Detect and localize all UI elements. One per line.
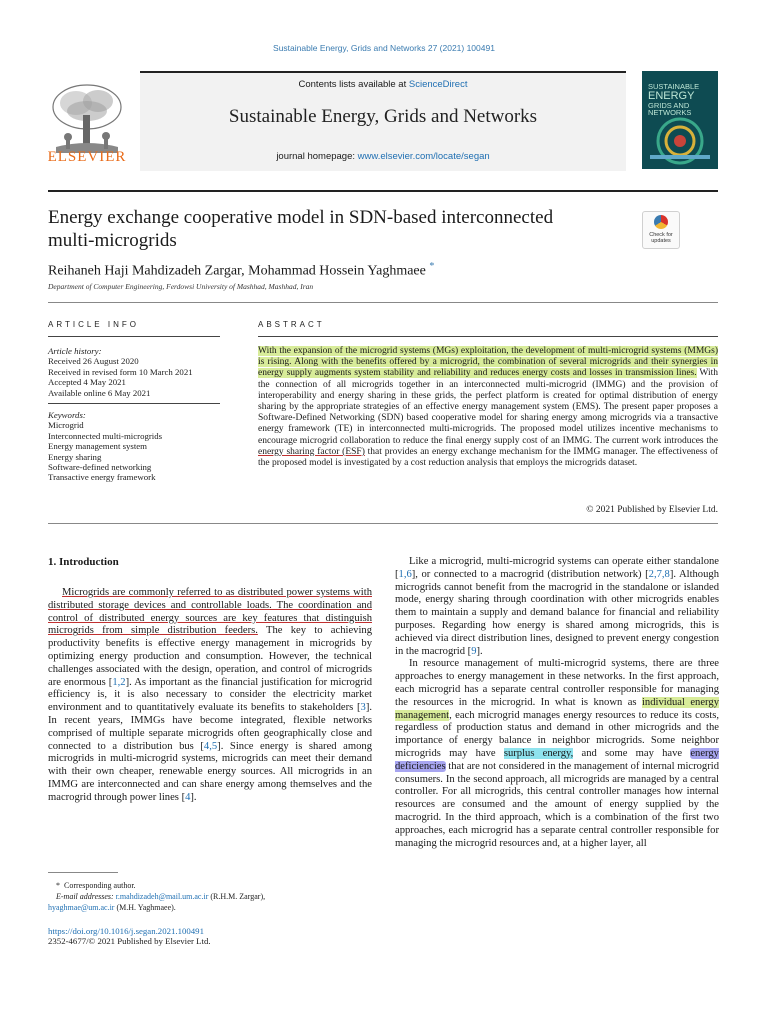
history-item: Received 26 August 2020 — [48, 356, 139, 367]
article-title-line: multi-microgrids — [48, 230, 177, 251]
check-for-updates-button[interactable] — [642, 211, 680, 249]
highlight-individual-energy-management[interactable]: individual energy management — [395, 696, 719, 721]
history-item: Received in revised form 10 March 2021 — [48, 366, 193, 377]
doi-block — [48, 926, 211, 947]
cover-line: GRIDS AND — [648, 100, 690, 110]
highlight-abstract-intro[interactable]: With the expansion of the microgrid systems (MGs) exploitation, the development of multi-microgrid systems (MMGs) is rising. Along with the benefits offered by a microgrid, the combination of several microgrids and their synergies in energy supply augments system stability and reliability and reduces energy costs and losses in transmission lines. — [258, 346, 718, 379]
email-label: E-mail addresses: — [56, 892, 114, 901]
article-info-heading: ARTICLE INFO — [48, 320, 139, 329]
issn-line: 2352-4677/© 2021 Published by Elsevier Ltd. — [48, 936, 211, 947]
keyword-item: Transactive energy framework — [48, 472, 156, 483]
paragraph-text: and some may have — [573, 747, 691, 759]
keywords — [48, 410, 228, 483]
footnote-email-2 — [48, 902, 372, 913]
email-link-zargar[interactable]: r.mahdizadeh@mail.um.ac.ir — [115, 892, 209, 901]
journal-homepage-link[interactable]: www.elsevier.com/locate/segan — [357, 151, 490, 162]
paragraph-text: In resource management of multi-microgrid systems, there are three approaches to energy management in these networks. In the first approach, each microgrid has a separate central controller responsible for managing the resources in the microgrid. In what is known as — [395, 658, 719, 708]
introduction-heading: 1. Introduction — [48, 556, 119, 568]
paragraph-text: ]. In recent years, IMMGs have become integrated, flexible networks comprised of multiple separate microgrids often geographically close and connected to a distribution bus [ — [48, 702, 372, 752]
doi-link[interactable]: https://doi.org/10.1016/j.segan.2021.100491 — [48, 926, 204, 936]
citation-link[interactable]: 1,2 — [112, 676, 126, 688]
history-label: Article history: — [48, 346, 102, 356]
paragraph-text: The key to achieving productivity benefits is effective energy management in microgrids by optimizing energy production and consumption. However, the technical challenges associated with the design, operation, and control of microgrids are enormous [ — [48, 625, 372, 688]
paragraph-text: that are not considered in the management of internal microgrid consumers. In the second approach, all microgrids are managed by a central controller. For all microgrids, this central controller manages how internal resources are consumed and the amount of energy supplied by the macrogrid. In the third approach, which is a combination of the first two approaches, each microgrid has a separate central controller responsible for managing the microgrid resources and, at a higher layer, all — [395, 760, 719, 849]
journal-cover-image[interactable] — [642, 71, 718, 169]
highlight-energy-deficiencies[interactable]: energy deficiencies — [395, 747, 719, 772]
article-title-line: Energy exchange cooperative model in SDN-based interconnected — [48, 207, 554, 228]
footnote-emails — [48, 891, 372, 902]
check-updates-line: Check for — [649, 232, 673, 238]
email-owner: (M.H. Yaghmaee). — [114, 903, 176, 912]
history-rule — [48, 403, 220, 404]
paragraph-text: Like a microgrid, multi-microgrid systems can operate either standalone [ — [395, 556, 719, 580]
corresponding-author-mark[interactable]: * — [429, 261, 435, 272]
authors-text: Reihaneh Haji Mahdizadeh Zargar, Mohammad Hossein Yaghmaee — [48, 263, 426, 279]
keyword-item: Microgrid — [48, 420, 84, 431]
meta-divider — [48, 302, 718, 303]
highlight-surplus-energy[interactable]: surplus energy, — [503, 747, 574, 759]
email-link-yaghmaee[interactable]: hyaghmae@um.ac.ir — [48, 903, 115, 912]
journal-reference[interactable]: Sustainable Energy, Grids and Networks 27 (2021) 100491 — [273, 43, 495, 53]
abstract-heading: ABSTRACT — [258, 320, 325, 329]
right-column — [395, 556, 719, 850]
citation-link[interactable]: 1,6 — [398, 568, 412, 580]
affiliation: Department of Computer Engineering, Ferdowsi University of Mashhad, Mashhad, Iran — [48, 282, 314, 291]
homepage-prefix: journal homepage: — [276, 151, 356, 162]
check-updates-label — [643, 232, 679, 244]
abstract-rule — [258, 336, 718, 337]
cover-artwork — [642, 108, 718, 169]
author-list — [48, 261, 434, 280]
citation-link[interactable]: 4,5 — [203, 740, 218, 752]
paragraph-text: ]. — [476, 645, 483, 657]
sciencedirect-link[interactable]: ScienceDirect — [408, 79, 468, 90]
intro-paragraph-1 — [48, 587, 372, 805]
keywords-label: Keywords: — [48, 410, 86, 420]
paragraph-text: , each microgrid manages energy resources to reduce its costs, regardless of production status and demand in other microgrids and the importance of energy balance in neighbor microgrids. Some neighbor microgrids may have — [395, 709, 719, 759]
article-title — [48, 206, 608, 252]
paragraph-text: ]. Since energy is shared among microgrids in multi-microgrid systems, microgrids can meet their demand with their own cheaper, renewable energy sources. All microgrids in an IMMG are interconnected and can share energy among themselves and the macrogrid through power lines [ — [48, 740, 372, 803]
contents-line — [140, 79, 626, 90]
underline-microgrid-definition[interactable]: Microgrids are commonly referred to as distributed power systems with distributed storage devices and controllable loads. The coordination and control of distributed energy sources are key features that distinguish microgrids from simple distribution feeders. — [48, 587, 372, 637]
abstract-part: With the connection of all microgrids together in an interconnected multi-microgrid (IMMG) and the provision of interoperability and energy sharing in these grids, the perfect platform is created for optimal distribution of energy sharing by the appropriate strategies of an effective energy management system (EMS). The present paper proposes a Software-Defined Networking (SDN) based cooperative model for sharing energy among microgrids via a transactive energy framework (TE) in interconnected multi-microgrids. The proposed model utilizes incentive mechanisms to encourage microgrid collaboration to reduce the final energy supply cost of an IMMG. The current work introduces the — [258, 368, 719, 446]
history-item: Accepted 4 May 2021 — [48, 377, 126, 388]
abstract-bottom-rule — [48, 523, 718, 524]
journal-homepage-line — [140, 151, 626, 162]
footnote — [48, 880, 372, 913]
history-item: Available online 6 May 2021 — [48, 387, 151, 398]
intro-paragraph-2 — [395, 556, 719, 658]
footnote-text: Corresponding author. — [64, 881, 136, 890]
article-history — [48, 346, 228, 398]
intro-paragraph-3 — [395, 658, 719, 850]
check-updates-icon — [654, 215, 668, 229]
paragraph-text: ]. — [190, 791, 197, 803]
check-updates-line: updates — [651, 238, 671, 244]
journal-title: Sustainable Energy, Grids and Networks — [228, 106, 538, 127]
cover-line: ENERGY — [648, 89, 695, 102]
keyword-item: Energy sharing — [48, 451, 102, 462]
contents-prefix: Contents lists available at — [298, 79, 407, 90]
header-divider — [48, 190, 718, 192]
paragraph-text: ]. Although microgrids cannot benefit from the macrogrid in the standalone or islanded mode, energy sharing through coordination with other microgrids enables them to maintain a supply and demand balance for financial and reliability purposes. Regarding how energy is shared among microgrids, this is achieved via direct distribution lines, designed to prevent energy congestion in the macrogrid [ — [395, 568, 719, 657]
elsevier-wordmark: ELSEVIER — [47, 149, 127, 165]
footnote-mark: * — [56, 881, 60, 890]
footnote-corresponding — [48, 880, 372, 891]
citation-link[interactable]: 3 — [360, 702, 366, 714]
cover-line: NETWORKS — [648, 108, 692, 117]
citation-link[interactable]: 9 — [471, 645, 477, 657]
citation-link[interactable]: 4 — [185, 791, 191, 803]
abstract-copyright: © 2021 Published by Elsevier Ltd. — [586, 505, 718, 515]
abstract-part: that provides an energy exchange mechanism for the IMMG manager. The effectiveness of the proposed model is investigated by a cost reduction analysis that employs the microgrids dataset. — [258, 446, 718, 469]
keyword-item: Energy management system — [48, 441, 148, 452]
cover-line: SUSTAINABLE — [648, 82, 700, 91]
abstract-text — [258, 346, 718, 469]
keyword-item: Software-defined networking — [48, 462, 152, 473]
underline-esf[interactable]: energy sharing factor (ESF) — [258, 446, 365, 457]
article-info-rule — [48, 336, 220, 337]
citation-link[interactable]: 2,7,8 — [648, 568, 670, 580]
footnote-rule — [48, 872, 118, 873]
left-column — [48, 587, 372, 805]
paragraph-text: ]. As important as the financial justification for microgrid efficiency is, it is also necessary to consider the electricity market environment and to quantitatively evaluate its benefits to stakeholders [ — [48, 676, 372, 714]
email-owner: (R.H.M. Zargar), — [208, 892, 266, 901]
keyword-item: Interconnected multi-microgrids — [48, 430, 163, 441]
paragraph-text: ], or connected to a macrogrid (distribution network) [ — [411, 568, 649, 580]
